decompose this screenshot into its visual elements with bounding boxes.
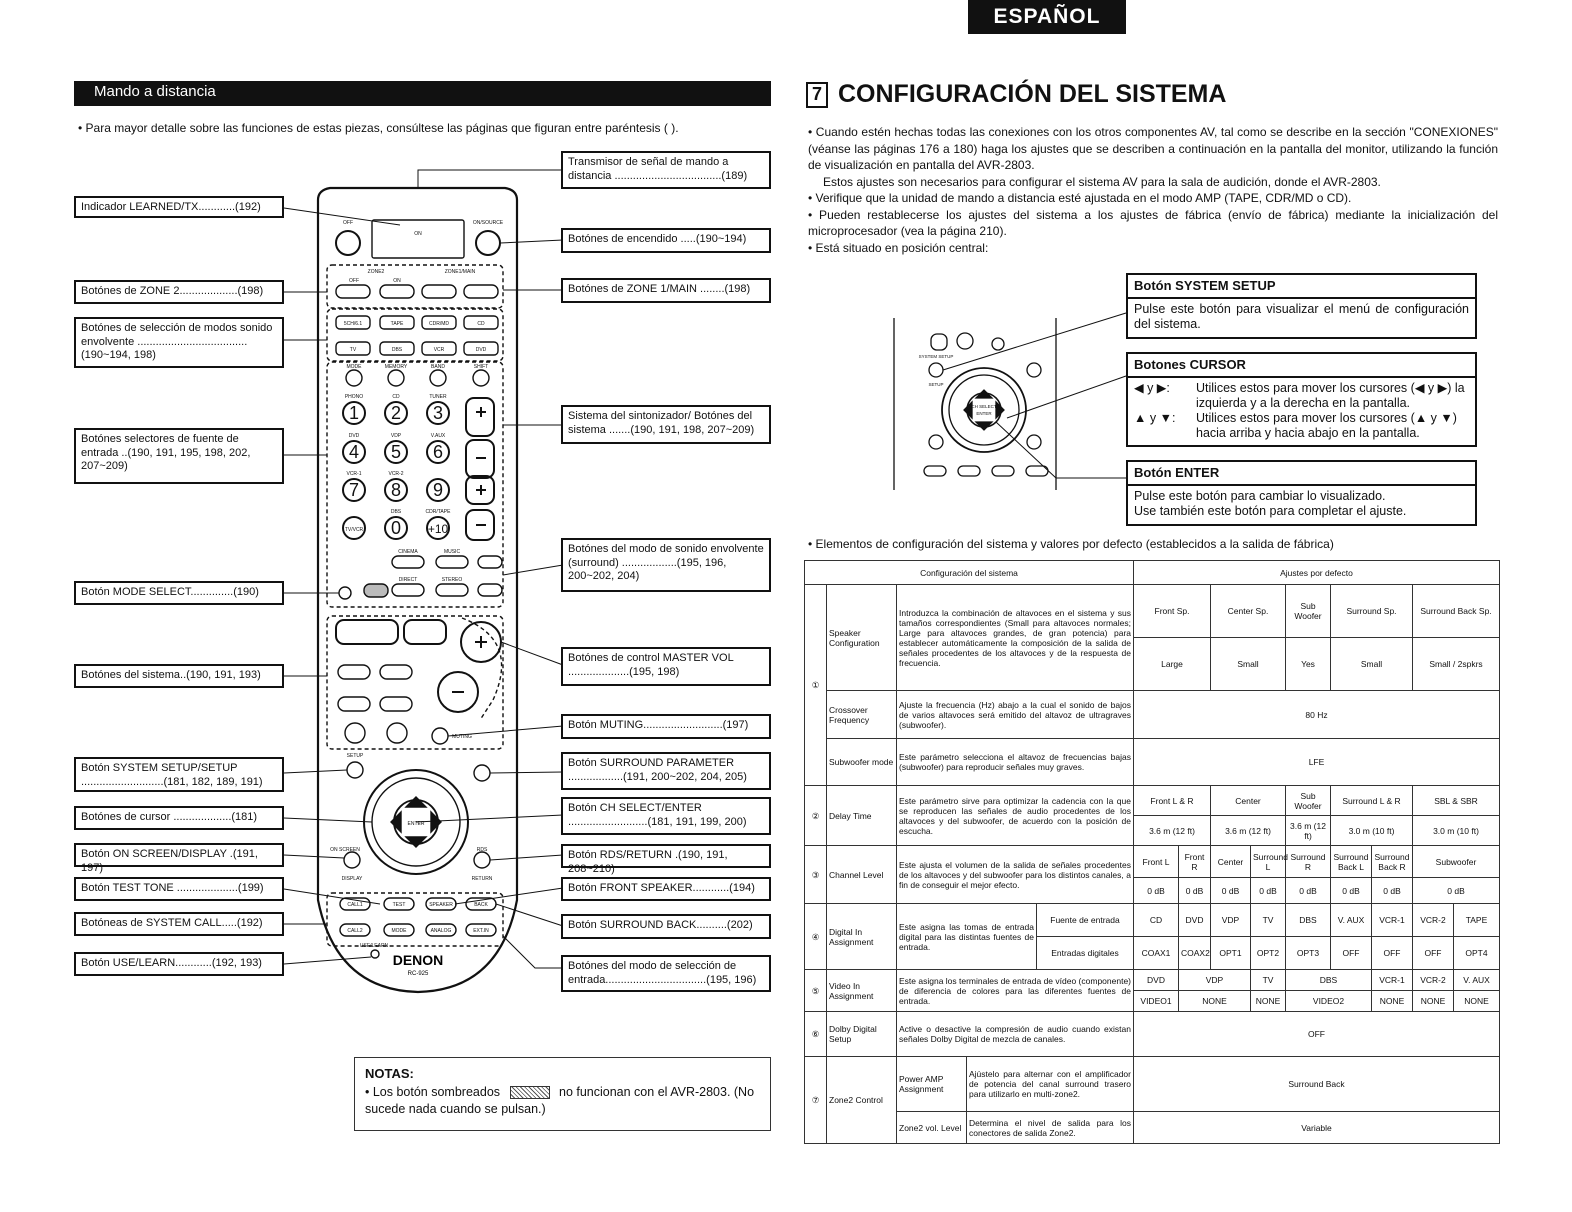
svg-text:TV: TV [349,347,357,353]
row-num: ⑥ [805,1012,827,1057]
svg-text:MUTING: MUTING [452,734,472,740]
delay-time-name: Delay Time [827,786,897,846]
table-cell: 3.6 m (12 ft) [1211,816,1286,846]
table-head-config: Configuración del sistema [805,561,1134,585]
table-cell: 0 dB [1211,878,1251,904]
svg-text:DISPLAY: DISPLAY [341,876,363,882]
setup-illustration [886,318,1132,490]
callout-zone2: Botónes de ZONE 2...................(198) [74,280,284,304]
key-6: 6 [432,442,444,462]
svg-text:CD: CD [477,321,485,327]
bullet-item: • Pueden restablecerse los ajustes del sistema a los ajustes de fábrica (envío de fábrica) mediante la inicialización del microprocesador (vea la página 210). [808,207,1498,238]
svg-text:TUNER: TUNER [429,394,447,400]
bullet-item: • Está situado en posición central: [808,240,989,255]
callout-input-mode: Botónes del modo de selección de entrada.................................(195, 196) [561,955,771,992]
row-num: ② [805,786,827,846]
table-cell: 0 dB [1134,878,1179,904]
callout-ch-select: Botón CH SELECT/ENTER ..........................(181, 191, 199, 200) [561,797,771,835]
table-cell: Surround Back R [1372,846,1413,878]
svg-text:CH SELECT: CH SELECT [971,404,997,409]
bullet-item: • Verifique que la unidad de mando a distancia esté ajustada en el modo AMP (TAPE, CDR/MD o CD). [808,191,1352,205]
notes-text-after: no funcionan con el AVR-2803. (No sucede nada cuando se pulsan.) [365,1085,755,1116]
key-7: 7 [348,480,360,500]
table-cell: VDP [1211,904,1251,937]
svg-text:CALL1: CALL1 [347,902,363,908]
row-num: ③ [805,846,827,904]
cursor-key-ud: ▲ y ▼: [1134,411,1176,425]
bullet-item: • Cuando estén hechas todas las conexiones con los otros componentes AV, tal como se describe en la sección "CONEXIONES" (véanse las páginas 176 a 180) haga los ajustes que se describen a continuación en la pantalla del monitor, utilizando la función de visualización en pantalla del AVR-2803. [808,125,1498,172]
crossover-value: 80 Hz [1134,691,1500,739]
table-cell: Yes [1286,638,1331,691]
table-cell: TV [1251,970,1286,991]
table-cell: 3.0 m (10 ft) [1413,816,1500,846]
svg-text:CALL2: CALL2 [347,928,363,934]
svg-text:SETUP: SETUP [346,753,364,759]
table-cell: Center Sp. [1211,585,1286,638]
key-8: 8 [390,480,402,500]
svg-text:TEST: TEST [392,902,406,908]
svg-text:SETUP: SETUP [928,382,944,387]
table-cell: Subwoofer [1413,846,1500,878]
callout-rds-return: Botón RDS/RETURN .(190, 191, 208~210) [561,844,771,868]
callout-on-screen: Botón ON SCREEN/DISPLAY .(191, 197) [74,843,284,867]
row-num: ⑦ [805,1057,827,1144]
bullet-item: Estos ajustes son necesarios para configurar el sistema AV para la sala de audición, donde el AVR-2803. [823,174,1381,189]
table-cell: Front L & R [1134,786,1211,816]
subwoofer-mode-name: Subwoofer mode [827,739,897,786]
table-cell: Front L [1134,846,1179,878]
section-bar: Mando a distancia [74,81,771,106]
table-cell: SBL & SBR [1413,786,1500,816]
box-system-setup-body: Pulse este botón para visualizar el menú de configuración del sistema. [1134,302,1469,331]
zone2-sub1: Power AMP Assignment [897,1057,967,1112]
key-5: 5 [390,442,402,462]
dolby-digital-name: Dolby Digital Setup [827,1012,897,1057]
svg-text:MUSIC: MUSIC [443,549,461,555]
svg-text:DVD: DVD [475,347,487,353]
box-system-setup [1126,273,1477,339]
callout-front-speaker: Botón FRONT SPEAKER............(194) [561,877,771,901]
cursor-text-ud: Utilices estos para mover los cursores (▲ y ▼) hacia arriba y hacia abajo en la pantalla. [1196,411,1457,440]
svg-text:OFF: OFF [349,278,359,284]
table-cell: OFF [1331,937,1372,970]
table-cell: VCR-2 [1413,904,1454,937]
svg-text:VDP: VDP [390,433,402,439]
box-enter-head: Botón ENTER [1128,462,1475,486]
svg-text:DIRECT: DIRECT [398,577,418,583]
svg-text:ZONE1/MAIN: ZONE1/MAIN [444,269,476,275]
callout-system-call: Botóneas de SYSTEM CALL.....(192) [74,912,284,936]
svg-text:CDR/TAPE: CDR/TAPE [425,509,451,515]
model-label: RC-925 [407,971,429,977]
language-tab: ESPAÑOL [968,0,1126,34]
table-cell: DBS [1286,904,1331,937]
table-cell: OFF [1413,937,1454,970]
callout-tuner: Sistema del sintonizador/ Botónes del sistema .......(190, 191, 198, 207~209) [561,405,771,444]
box-enter-body2: Use también este botón para completar el ajuste. [1134,504,1407,518]
svg-text:ON SCREEN: ON SCREEN [330,847,360,853]
zone2-desc2: Determina el nivel de salida para los conectores de salida Zone2. [967,1112,1134,1144]
table-cell: VCR-1 [1372,904,1413,937]
elements-line: • Elementos de configuración del sistema y valores por defecto (establecidos a la salida de fábrica) [808,537,1334,551]
callout-surround-back: Botón SURROUND BACK..........(202) [561,914,771,939]
key-4: 4 [348,442,360,462]
svg-text:5CH/6.1: 5CH/6.1 [343,321,363,327]
svg-text:MODE: MODE [346,364,362,370]
speaker-config-name: Speaker Configuration [827,585,897,691]
table-cell: COAX1 [1134,937,1179,970]
key-plus10: +10 [427,522,449,536]
row-num: ① [805,585,827,786]
table-cell: Center [1211,786,1286,816]
zone2-desc1: Ajústelo para alternar con el amplificador de potencia del canal surround trasero para utilizarlo en multi-zone2. [967,1057,1134,1112]
table-cell: CD [1134,904,1179,937]
svg-text:STEREO: STEREO [441,577,463,583]
table-cell: Surround Back L [1331,846,1372,878]
svg-text:VCR-2: VCR-2 [388,471,404,477]
table-cell: OPT2 [1251,937,1286,970]
box-system-setup-head: Botón SYSTEM SETUP [1128,275,1475,299]
callout-transmitter: Transmisor de señal de mando a distancia ...................................(189) [561,151,771,189]
callout-mode-select: Botón MODE SELECT..............(190) [74,581,284,605]
cursor-text-lr: Utilices estos para mover los cursores (◀ y ▶) la izquierda y a la derecha en la pantalla. [1196,381,1465,410]
callout-surround-parameter: Botón SURROUND PARAMETER ..................(191, 200~202, 204, 205) [561,752,771,790]
subwoofer-mode-value: LFE [1134,739,1500,786]
box-cursor [1126,352,1477,447]
table-cell: 3.6 m (12 ft) [1286,816,1331,846]
svg-text:BAND: BAND [431,364,445,370]
svg-text:RETURN: RETURN [471,876,493,882]
svg-text:RDS: RDS [476,847,488,853]
table-cell: NONE [1179,991,1251,1012]
callout-use-learn: Botón USE/LEARN............(192, 193) [74,952,284,976]
svg-text:SHIFT: SHIFT [473,364,489,370]
table-cell: VCR-2 [1413,970,1454,991]
table-cell: OPT1 [1211,937,1251,970]
svg-text:VCR: VCR [433,347,445,353]
table-cell: 0 dB [1372,878,1413,904]
table-cell: 0 dB [1179,878,1211,904]
table-cell: TV [1251,904,1286,937]
dolby-digital-desc: Active o desactive la compresión de audio cuando existan señales Dolby Digital de mezcla de canales. [897,1012,1134,1057]
svg-text:ENTER: ENTER [407,821,425,827]
table-cell: Small [1331,638,1413,691]
svg-text:ON: ON [393,278,401,284]
table-cell: VCR-1 [1372,970,1413,991]
table-cell: 0 dB [1251,878,1286,904]
callout-cursor: Botónes de cursor ...................(181) [74,806,284,830]
box-cursor-head: Botones CURSOR [1128,354,1475,378]
svg-text:DBS: DBS [390,509,402,515]
svg-text:ON/SOURCE: ON/SOURCE [472,220,504,226]
brand-logo: DENON [392,952,444,968]
table-cell: DBS [1286,970,1372,991]
svg-text:MODE: MODE [391,928,407,934]
table-cell: OPT3 [1286,937,1331,970]
callout-learned-tx: Indicador LEARNED/TX............(192) [74,196,284,218]
table-cell: Small [1211,638,1286,691]
callout-test-tone: Botón TEST TONE ....................(199) [74,877,284,901]
table-cell: OFF [1372,937,1413,970]
key-2: 2 [390,403,402,423]
table-cell: Front R [1179,846,1211,878]
key-9: 9 [432,480,444,500]
svg-text:MEMORY: MEMORY [384,364,408,370]
table-cell: Surround R [1286,846,1331,878]
callout-input-source: Botónes selectores de fuente de entrada ..(190, 191, 195, 198, 202, 207~209) [74,428,284,484]
svg-text:BACK: BACK [474,902,488,908]
notes-text-before: • Los botón sombreados [365,1085,501,1099]
table-cell: V. AUX [1454,970,1500,991]
callout-zone1: Botónes de ZONE 1/MAIN ........(198) [561,278,771,303]
digital-in-sub1: Fuente de entrada [1037,904,1134,937]
channel-level-desc: Este ajusta el volumen de la salida de señales procedentes de los altavoces y del subwoofer para los distintos canales, a fin de conseguir el mejor efecto. [897,846,1134,904]
table-cell: Surround Back Sp. [1413,585,1500,638]
bullet-list [808,124,1498,256]
table-cell: 0 dB [1413,878,1500,904]
delay-time-desc: Este parámetro sirve para optimizar la cadencia con la que se reproducen las señales de audio procedentes de los altavoces y del subwoofer, de acuerdo con la posición de escucha. [897,786,1134,846]
intro-text: • Para mayor detalle sobre las funciones de estas piezas, consúltese las páginas que figuran entre paréntesis ( ). [78,121,679,135]
key-1: 1 [348,403,360,423]
table-cell: Small / 2spkrs [1413,638,1500,691]
speaker-config-desc: Introduzca la combinación de altavoces en el sistema y sus tamaños correspondientes (Small para altavoces normales; Large para altavoces grandes, de gran potencia) para establecer automáticamente la composición de la salida de señales procedentes de los altavoces y de la respuesta de frecuencia. [897,585,1134,691]
svg-text:DVD: DVD [348,433,360,439]
svg-text:TAPE: TAPE [390,321,404,327]
table-cell: 3.6 m (12 ft) [1134,816,1211,846]
subwoofer-mode-desc: Este parámetro selecciona el altavoz de frecuencias bajas (subwoofer) para reproducir señales muy graves. [897,739,1134,786]
table-cell: 0 dB [1286,878,1331,904]
notes-box [354,1057,771,1131]
callout-master-vol: Botónes de control MASTER VOL ....................(195, 198) [561,647,771,686]
table-cell: NONE [1372,991,1413,1012]
table-cell: 3.0 m (10 ft) [1331,816,1413,846]
callout-surround-mode: Botónes del modo de sonido envolvente (surround) ..................(195, 196, 200~202, 204) [561,538,771,592]
svg-text:DBS: DBS [391,347,403,353]
callout-muting: Botón MUTING..........................(197) [561,714,771,739]
table-cell: Large [1134,638,1211,691]
table-cell: Center [1211,846,1251,878]
table-cell: Front Sp. [1134,585,1211,638]
table-cell: VIDEO2 [1286,991,1372,1012]
svg-text:OFF: OFF [343,220,353,226]
crossover-desc: Ajuste la frecuencia (Hz) abajo a la cual el sonido de bajos de varios altavoces será emitido del altavoz de ultragraves (subwoofer). [897,691,1134,739]
table-cell: VIDEO1 [1134,991,1179,1012]
svg-text:USE/LEARN: USE/LEARN [359,943,389,949]
table-cell: Sub Woofer [1286,585,1331,638]
callout-surround-select: Botónes de selección de modos sonido envolvente ....................................(190~194, 198) [74,317,284,368]
table-cell: Surround Sp. [1331,585,1413,638]
svg-text:EXT.IN: EXT.IN [473,928,489,934]
zone2-name: Zone2 Control [827,1057,897,1144]
digital-in-name: Digital In Assignment [827,904,897,970]
svg-text:CINEMA: CINEMA [398,549,418,555]
table-cell: NONE [1251,991,1286,1012]
svg-text:PHONO: PHONO [344,394,364,400]
table-cell: DVD [1179,904,1211,937]
svg-text:ON: ON [414,231,422,237]
svg-text:ZONE2: ZONE2 [367,269,385,275]
table-cell: VDP [1179,970,1251,991]
row-num: ④ [805,904,827,970]
table-cell: DVD [1134,970,1179,991]
svg-text:SYSTEM SETUP: SYSTEM SETUP [918,354,954,359]
digital-in-sub2: Entradas digitales [1037,937,1134,970]
digital-in-desc: Este asigna las tomas de entrada digital para las distintas fuentes de entrada. [897,904,1037,970]
table-head-defaults: Ajustes por defecto [1134,561,1500,585]
callout-system-buttons: Botónes del sistema..(190, 191, 193) [74,664,284,688]
callout-power: Botónes de encendido .....(190~194) [561,228,771,253]
dolby-digital-value: OFF [1134,1012,1500,1057]
svg-text:ENTER: ENTER [976,411,992,416]
box-enter-body1: Pulse este botón para cambiar lo visualizado. [1134,489,1386,503]
callout-system-setup: Botón SYSTEM SETUP/SETUP ...........................(181, 182, 189, 191) [74,757,284,792]
crossover-name: Crossover Frequency [827,691,897,739]
table-cell: Sub Woofer [1286,786,1331,816]
config-table [804,560,1500,1144]
shaded-swatch [510,1086,550,1099]
video-in-name: Video In Assignment [827,970,897,1012]
box-enter [1126,460,1477,526]
svg-text:SPEAKER: SPEAKER [429,902,453,908]
svg-text:CD: CD [392,394,400,400]
zone2-value2: Variable [1134,1112,1500,1144]
svg-text:V.AUX: V.AUX [430,433,446,439]
table-cell: NONE [1413,991,1454,1012]
key-3: 3 [432,403,444,423]
table-cell: COAX2 [1179,937,1211,970]
table-cell: Surround L & R [1331,786,1413,816]
zone2-sub2: Zone2 vol. Level [897,1112,967,1144]
table-cell: Surround L [1251,846,1286,878]
svg-text:VCR-1: VCR-1 [346,471,362,477]
page-title [806,80,1226,109]
shaded-button [364,584,388,597]
table-cell: NONE [1454,991,1500,1012]
svg-text:TV/VCR: TV/VCR [344,527,364,533]
channel-level-name: Channel Level [827,846,897,904]
cursor-key-lr: ◀ y ▶: [1134,381,1170,395]
key-0: 0 [390,518,402,538]
notes-title: NOTAS: [365,1066,414,1081]
title-text: CONFIGURACIÓN DEL SISTEMA [838,80,1227,108]
row-num: ⑤ [805,970,827,1012]
display-window [372,220,464,258]
zone2-value1: Surround Back [1134,1057,1500,1112]
title-number: 7 [806,82,828,108]
table-cell: 0 dB [1331,878,1372,904]
video-in-desc: Este asigna los terminales de entrada de vídeo (componente) de diferencia de colores para las diferentes fuentes de entrada. [897,970,1134,1012]
table-cell: V. AUX [1331,904,1372,937]
table-cell: TAPE [1454,904,1500,937]
svg-text:CDR/MD: CDR/MD [429,321,449,327]
table-cell: OPT4 [1454,937,1500,970]
svg-text:ANALOG: ANALOG [430,928,452,934]
